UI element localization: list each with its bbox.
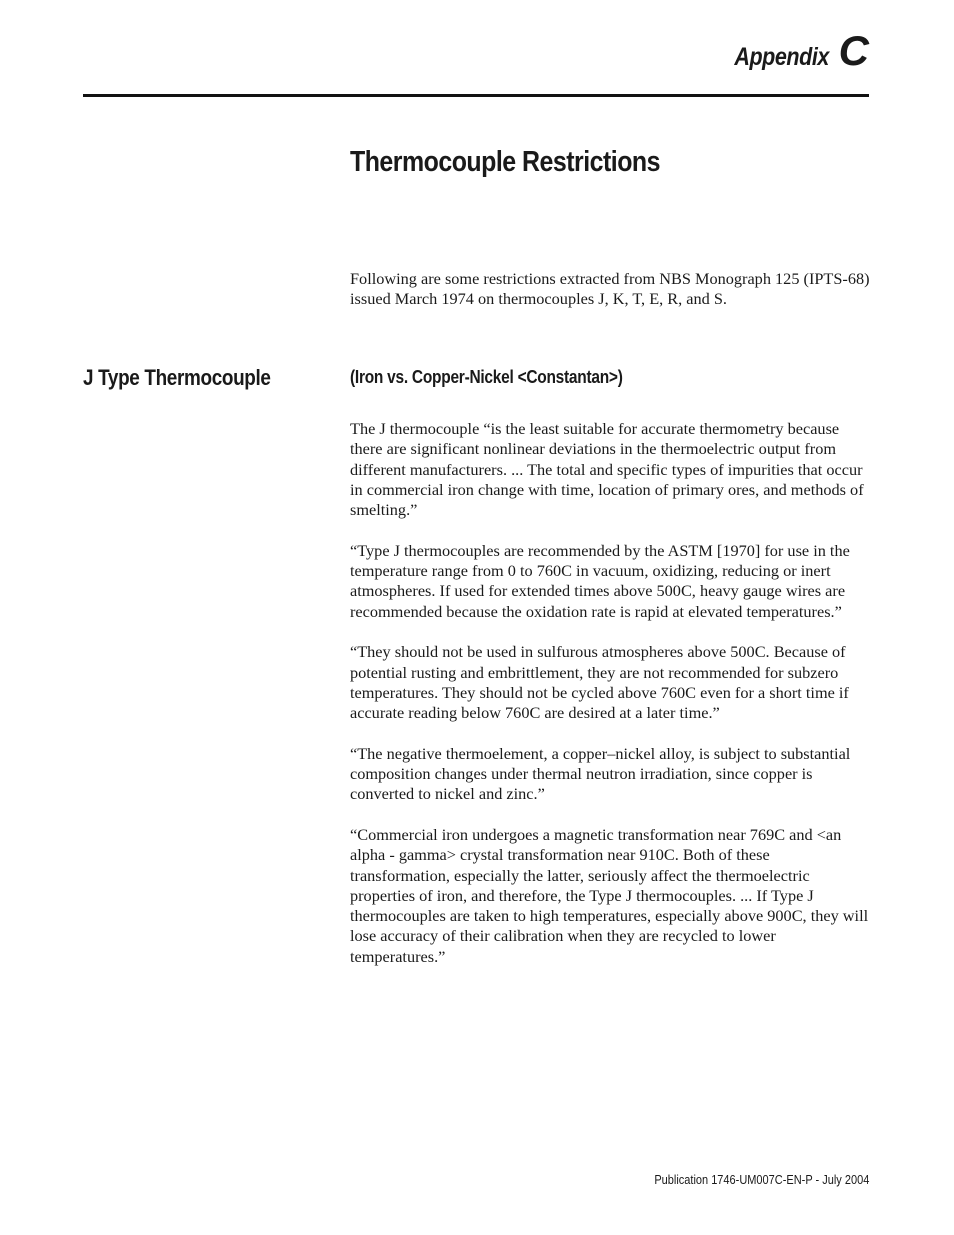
section-side-heading: J Type Thermocouple	[83, 365, 271, 390]
publication-footer: Publication 1746-UM007C-EN-P - July 2004	[653, 1173, 869, 1187]
header-rule	[83, 94, 869, 97]
body-paragraph: “The negative thermoelement, a copper–nickel alloy, is subject to substantial composition changes under thermal neutron irradiation, since copper is converted to nickel and zinc.”	[350, 743, 851, 804]
body-paragraph: The J thermocouple “is the least suitable for accurate thermometry because there are significant nonlinear deviations in the thermoelectric output from different manufacturers. ... The total and specific types of impurities that occur in commercial iron change with time, location of primary ores, and methods of smelting.”	[350, 419, 864, 520]
appendix-letter: C	[838, 27, 869, 74]
page-title: Thermocouple Restrictions	[350, 146, 661, 178]
section-subheading: (Iron vs. Copper-Nickel <Constantan>)	[350, 367, 623, 387]
intro-paragraph: Following are some restrictions extracted from NBS Monograph 125 (IPTS-68) issued March 1974 on thermocouples J, K, T, E, R, and S.	[350, 269, 870, 309]
appendix-label: Appendix	[734, 43, 829, 71]
body-paragraph: “Commercial iron undergoes a magnetic transformation near 769C and <an alpha - gamma> crystal transformation near 910C. Both of these transformation, especially the latter, seriously affect the thermoelectric properties of iron, and therefore, the Type J thermocouples. ... If Type J thermocouples are taken to high temperatures, especially above 900C, they will lose accuracy of their calibration when they are recycled to lower temperatures.”	[350, 824, 869, 966]
appendix-header	[719, 27, 869, 74]
section-body	[350, 419, 870, 987]
body-paragraph: “Type J thermocouples are recommended by the ASTM [1970] for use in the temperature range from 0 to 760C in vacuum, oxidizing, reducing or inert atmospheres. If used for extended times above 500C, heavy gauge wires are recommended because the oxidation rate is rapid at elevated temperatures.”	[350, 540, 850, 621]
body-paragraph: “They should not be used in sulfurous atmospheres above 500C. Because of potential rusting and embrittlement, they are not recommended for subzero temperatures. They should not be cycled above 760C even for a short time if accurate reading below 760C are desired at a later time.”	[350, 642, 849, 723]
